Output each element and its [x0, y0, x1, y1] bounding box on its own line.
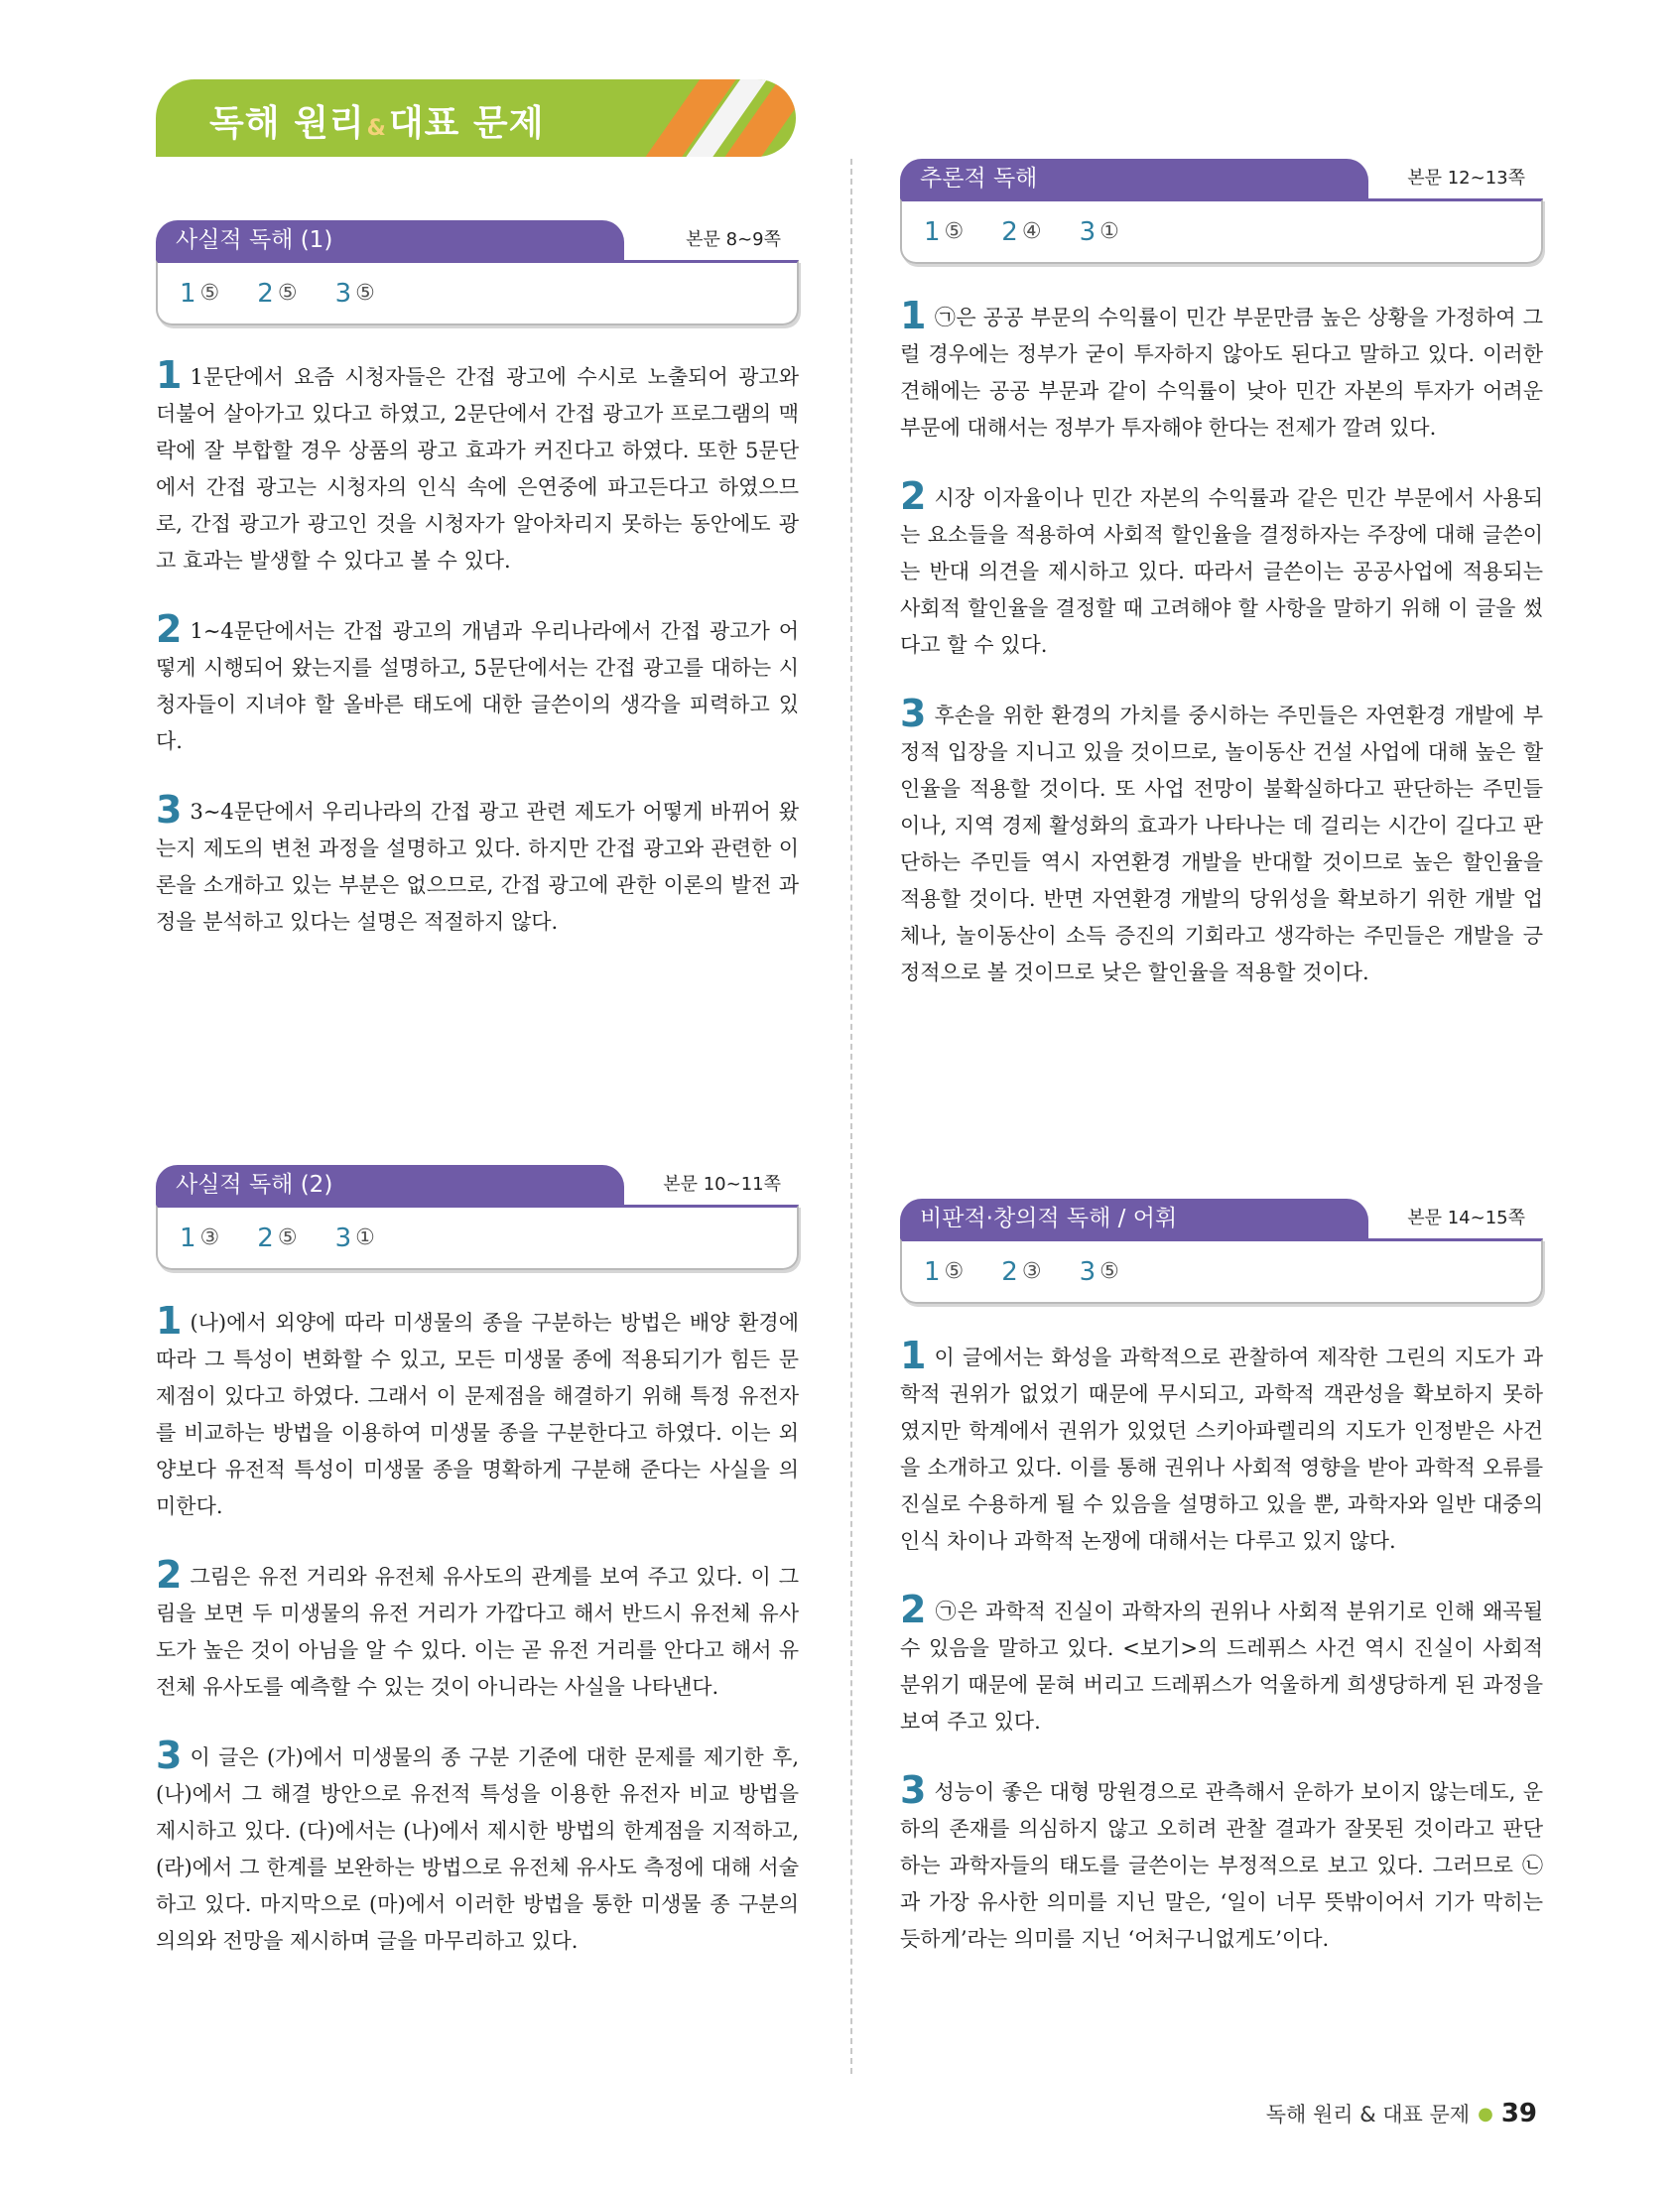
answer-number: 1 [180, 278, 196, 309]
answer-box [900, 1238, 1543, 1304]
explanation-text: 성능이 좋은 대형 망원경으로 관측해서 운하가 보이지 않는데도, 운하의 존재를 의심하지 않고 오히려 관찰 결과가 잘못된 것이라고 판단하는 과학자들의 태도를 글쓴이는 부정적으로 보고 있다. 그러므로 ㉡과 가장 유사한 의미를 지닌 말은, ‘일이 너무 뜻밖이어서 기가 막히는 듯하게’라는 의미를 지닌 ‘어처구니없게도’이다. [900, 1780, 1543, 1951]
answer-choice: ⑤ [944, 219, 965, 244]
answer-item [1001, 217, 1041, 247]
answer-choice: ⑤ [277, 1225, 298, 1250]
section-title: 비판적·창의적 독해 / 어휘 [900, 1199, 1368, 1238]
explanation-text: 시장 이자율이나 민간 자본의 수익률과 같은 민간 부문에서 사용되는 요소들을 적용하여 사회적 할인율을 결정하자는 주장에 대해 글쓴이는 반대 의견을 제시하고 있다. 따라서 글쓴이는 공공사업에 적용되는 사회적 할인율을 결정할 때 고려해야 할 사항을 말하기 위해 이 글을 썼다고 할 수 있다. [900, 486, 1543, 657]
explanation-number: 3 [900, 692, 927, 735]
section-header [900, 159, 1543, 198]
explanation-number: 3 [156, 788, 183, 832]
explanation-text: 그림은 유전 거리와 유전체 유사도의 관계를 보여 주고 있다. 이 그림을 보면 두 미생물의 유전 거리가 가깝다고 해서 반드시 유전체 유사도가 높은 것이 아님을 알 수 있다. 이는 곧 유전 거리를 안다고 해서 유전체 유사도를 예측할 수 있는 것이 아니라는 사실을 나타낸다. [156, 1565, 799, 1699]
section-page-ref: 본문 10∼11쪽 [663, 1174, 781, 1195]
explanation-paragraph [156, 1553, 799, 1706]
banner-title-a: 독해 원리 [209, 103, 365, 144]
explanation-text: 1문단에서 요즘 시청자들은 간접 광고에 수시로 노출되어 광고와 더불어 살아가고 있다고 하였고, 2문단에서 간접 광고가 프로그램의 맥락에 잘 부합할 경우 상품의 광고 효과가 커진다고 하였다. 또한 5문단에서 간접 광고는 시청자의 인식 속에 은연중에 파고든다고 하였으므로, 간접 광고가 광고인 것을 시청자가 알아차리지 못하는 동안에도 광고 효과는 발생할 수 있다고 볼 수 있다. [156, 365, 799, 573]
explanation-text: 3∼4문단에서 우리나라의 간접 광고 관련 제도가 어떻게 바뀌어 왔는지 제도의 변천 과정을 설명하고 있다. 하지만 간접 광고와 관련한 이론을 소개하고 있는 부분은 없으므로, 간접 광고에 관한 이론의 발전 과정을 분석하고 있다는 설명은 적절하지 않다. [156, 800, 799, 934]
banner-title [209, 95, 544, 146]
section-header [156, 1165, 799, 1205]
column-divider [850, 159, 852, 2074]
explanation-paragraph [900, 1334, 1543, 1560]
explanations-s4 [900, 1334, 1543, 1958]
answer-number: 3 [1079, 1256, 1097, 1287]
banner-amp: & [366, 116, 387, 141]
banner-title-b: 대표 문제 [388, 103, 545, 144]
answer-choice: ⑤ [355, 281, 375, 306]
explanation-paragraph [156, 788, 799, 941]
answer-number: 1 [924, 216, 941, 247]
section-factual-2 [156, 1165, 799, 1270]
answer-item [924, 1257, 964, 1287]
answer-choice: ⑤ [1099, 1259, 1119, 1284]
explanation-number: 1 [900, 294, 927, 337]
answer-box [156, 260, 799, 325]
explanation-text: (나)에서 외양에 따라 미생물의 종을 구분하는 방법은 배양 환경에 따라 그 특성이 변화할 수 있고, 모든 미생물 종에 적용되기가 힘든 문제점이 있다고 하였다. 그래서 이 문제점을 해결하기 위해 특정 유전자를 비교하는 방법을 이용하여 미생물 종을 구분한다고 하였다. 이는 외양보다 유전적 특성이 미생물 종을 명확하게 구분해 준다는 사실을 의미한다. [156, 1311, 799, 1518]
answer-number: 1 [180, 1223, 196, 1253]
answer-number: 2 [257, 278, 274, 309]
answer-number: 2 [257, 1223, 274, 1253]
explanation-number: 1 [156, 1299, 183, 1343]
answer-number: 2 [1001, 216, 1018, 247]
explanation-number: 1 [900, 1334, 927, 1377]
answer-item [180, 1223, 219, 1253]
explanation-number: 3 [900, 1768, 927, 1812]
section-page-ref: 본문 12∼13쪽 [1407, 168, 1525, 189]
explanation-number: 3 [156, 1734, 183, 1777]
explanation-text: ㉠은 공공 부문의 수익률이 민간 부문만큼 높은 상황을 가정하여 그럴 경우에는 정부가 굳이 투자하지 않아도 된다고 말하고 있다. 이러한 견해에는 공공 부문과 같이 수익률이 낮아 민간 자본의 투자가 어려운 부문에 대해서는 정부가 투자해야 한다는 전제가 깔려 있다. [900, 306, 1543, 440]
answer-number: 3 [1079, 216, 1097, 247]
section-critical-creative [900, 1199, 1543, 1304]
section-header [156, 220, 799, 260]
explanation-paragraph [156, 1734, 799, 1960]
answer-choice: ⑤ [199, 281, 220, 306]
explanation-number: 1 [156, 353, 183, 397]
answer-number: 1 [924, 1256, 941, 1287]
answer-number: 3 [334, 1223, 352, 1253]
explanation-number: 2 [900, 1588, 927, 1631]
section-title: 추론적 독해 [900, 159, 1368, 198]
page-footer [1266, 2099, 1537, 2128]
answer-choice: ⑤ [277, 281, 298, 306]
explanations-s3 [900, 294, 1543, 991]
answer-choice: ① [1099, 219, 1119, 244]
page-number: 39 [1500, 2099, 1537, 2128]
section-title: 사실적 독해 (1) [156, 220, 624, 260]
answer-item [1080, 1257, 1119, 1287]
footer-label: 독해 원리 & 대표 문제 [1265, 2103, 1471, 2126]
explanation-paragraph [156, 353, 799, 579]
answer-choice: ③ [1021, 1259, 1042, 1284]
explanation-number: 2 [156, 607, 183, 651]
answer-number: 2 [1001, 1256, 1018, 1287]
answer-item [180, 279, 219, 309]
answer-choice: ① [355, 1225, 375, 1250]
answer-number: 3 [334, 278, 352, 309]
explanation-number: 2 [156, 1553, 183, 1597]
explanation-paragraph [900, 474, 1543, 664]
section-page-ref: 본문 8∼9쪽 [686, 229, 781, 250]
section-title: 사실적 독해 (2) [156, 1165, 624, 1205]
footer-dot-icon: ● [1478, 2103, 1493, 2124]
explanation-text: ㉠은 과학적 진실이 과학자의 권위나 사회적 분위기로 인해 왜곡될 수 있음을 말하고 있다. <보기>의 드레퓌스 사건 역시 진실이 사회적 분위기 때문에 묻혀 버리고 드레퓌스가 억울하게 희생당하게 된 과정을 보여 주고 있다. [900, 1600, 1543, 1734]
answer-item [924, 217, 964, 247]
answer-box [900, 198, 1543, 264]
section-page-ref: 본문 14∼15쪽 [1407, 1208, 1525, 1228]
chapter-banner [156, 79, 796, 157]
explanation-paragraph [900, 1588, 1543, 1740]
answer-choice: ⑤ [944, 1259, 965, 1284]
section-inferential [900, 159, 1543, 264]
answer-item [1080, 217, 1119, 247]
answer-choice: ③ [199, 1225, 220, 1250]
explanation-text: 이 글에서는 화성을 과학적으로 관찰하여 제작한 그린의 지도가 과학적 권위가 없었기 때문에 무시되고, 과학적 객관성을 확보하지 못하였지만 학계에서 권위가 있었던 스키아파렐리의 지도가 인정받은 사건을 소개하고 있다. 이를 통해 권위나 사회적 영향을 받아 과학적 오류를 진실로 수용하게 될 수 있음을 설명하고 있을 뿐, 과학자와 일반 대중의 인식 차이나 과학적 논쟁에 대해서는 다루고 있지 않다. [900, 1346, 1543, 1553]
answer-item [1001, 1257, 1041, 1287]
answer-item [257, 279, 297, 309]
explanation-paragraph [900, 692, 1543, 991]
explanations-s1 [156, 353, 799, 941]
answer-choice: ④ [1021, 219, 1042, 244]
answer-item [257, 1223, 297, 1253]
explanation-paragraph [900, 294, 1543, 447]
explanation-paragraph [156, 1299, 799, 1525]
explanation-paragraph [156, 607, 799, 760]
section-header [900, 1199, 1543, 1238]
explanation-number: 2 [900, 474, 927, 518]
explanation-paragraph [900, 1768, 1543, 1958]
answer-item [335, 279, 375, 309]
explanation-text: 1∼4문단에서는 간접 광고의 개념과 우리나라에서 간접 광고가 어떻게 시행되어 왔는지를 설명하고, 5문단에서는 간접 광고를 대하는 시청자들이 지녀야 할 올바른 태도에 대한 글쓴이의 생각을 피력하고 있다. [156, 619, 799, 753]
explanations-s2 [156, 1299, 799, 1960]
explanation-text: 이 글은 (가)에서 미생물의 종 구분 기준에 대한 문제를 제기한 후, (나)에서 그 해결 방안으로 유전적 특성을 이용한 유전자 비교 방법을 제시하고 있다. (다)에서는 (나)에서 제시한 방법의 한계점을 지적하고, (라)에서 그 한계를 보완하는 방법으로 유전체 유사도 측정에 대해 서술하고 있다. 마지막으로 (마)에서 이러한 방법을 통한 미생물 종 구분의 의의와 전망을 제시하며 글을 마무리하고 있다. [156, 1745, 799, 1953]
answer-box [156, 1205, 799, 1270]
explanation-text: 후손을 위한 환경의 가치를 중시하는 주민들은 자연환경 개발에 부정적 입장을 지니고 있을 것이므로, 놀이동산 건설 사업에 대해 높은 할인율을 적용할 것이다. 또 사업 전망이 불확실하다고 판단하는 주민들이나, 지역 경제 활성화의 효과가 나타나는 데 걸리는 시간이 길다고 판단하는 주민들 역시 자연환경 개발을 반대할 것이므로 높은 할인율을 적용할 것이다. 반면 자연환경 개발의 당위성을 확보하기 위한 개발 업체나, 놀이동산이 소득 증진의 기회라고 생각하는 주민들은 개발을 긍정적으로 볼 것이므로 낮은 할인율을 적용할 것이다. [900, 704, 1543, 984]
section-factual-1 [156, 220, 799, 325]
answer-item [335, 1223, 375, 1253]
